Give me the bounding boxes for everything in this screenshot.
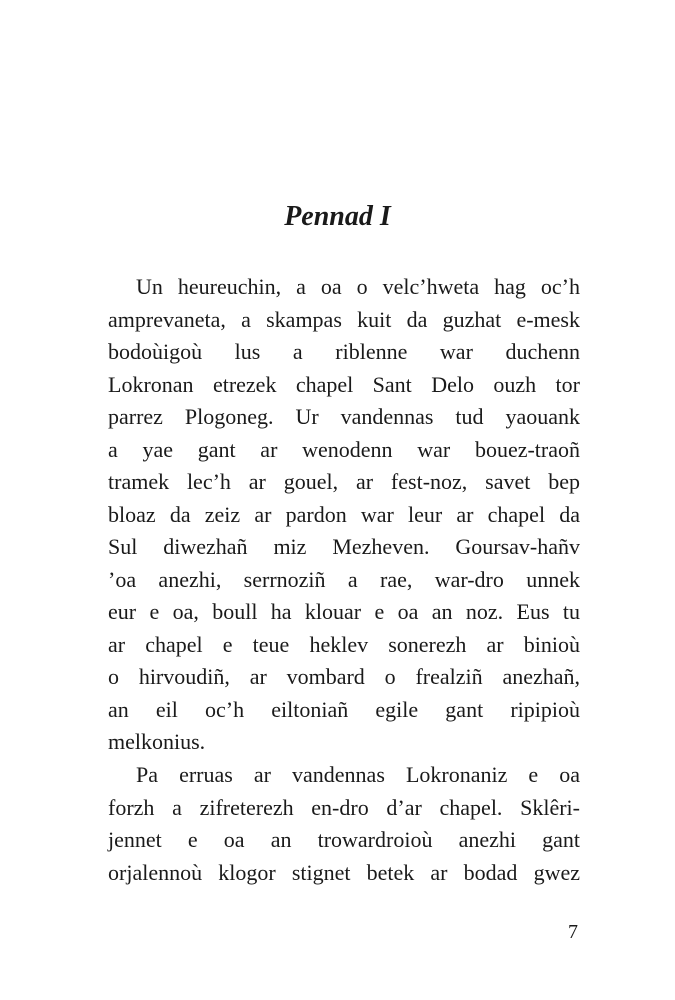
paragraph-2	[108, 759, 580, 889]
text-line: tramek lec’h ar gouel, ar fest-noz, savet bep	[108, 469, 580, 494]
text-line: melkonius.	[108, 729, 206, 754]
text-line: forzh a zifreterezh en-dro d’ar chapel. Sklêri-	[108, 794, 580, 820]
text-line: bloaz da zeiz ar pardon war leur ar chapel da	[108, 501, 580, 527]
text-line: a yae gant ar wenodenn war bouez-traoñ	[108, 436, 580, 462]
page-number: 7	[568, 921, 578, 943]
text-line: orjalennoù klogor stignet betek ar bodad gwez	[108, 859, 580, 885]
text-line: Un heureuchin, a oa o velc’hweta hag oc’h	[136, 274, 580, 299]
text-line: Pa erruas ar vandennas Lokronaniz e oa	[136, 762, 580, 787]
text-line: ar chapel e teue heklev sonerezh ar binioù	[108, 631, 580, 657]
text-line: amprevaneta, a skampas kuit da guzhat e-mesk	[108, 306, 580, 332]
text-line: eur e oa, boull ha klouar e oa an noz. Eus tu	[108, 599, 580, 624]
text-line: Lokronan etrezek chapel Sant Delo ouzh tor	[108, 371, 580, 397]
text-line: o hirvoudiñ, ar vombard o frealziñ anezhañ,	[108, 664, 580, 689]
paragraph-1	[108, 271, 580, 759]
text-line: jennet e oa an trowardroioù anezhi gant	[108, 827, 580, 852]
text-line: an eil oc’h eiltoniañ egile gant ripipioù	[108, 696, 580, 722]
text-line: ’oa anezhi, serrnoziñ a rae, war-dro unnek	[108, 566, 580, 592]
text-line: parrez Plogoneg. Ur vandennas tud yaouank	[108, 404, 580, 429]
text-line: Sul diwezhañ miz Mezheven. Goursav-hañv	[108, 534, 580, 559]
text-line: bodoùigoù lus a riblenne war duchenn	[108, 339, 580, 364]
chapter-title: Pennad I	[284, 200, 391, 232]
